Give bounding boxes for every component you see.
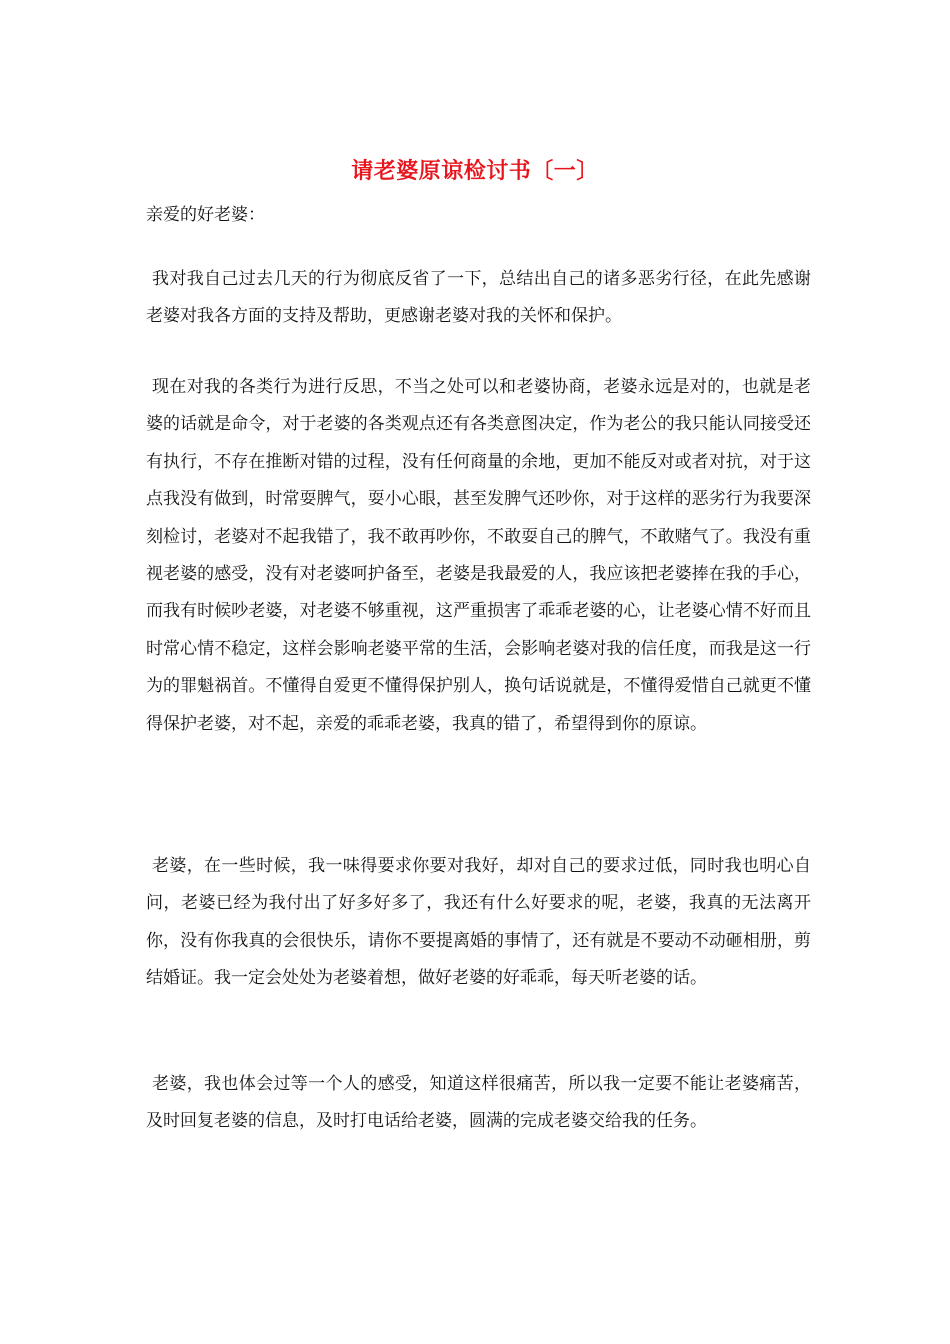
paragraph-3: [146, 848, 811, 998]
paragraph-1-text: 我对我自己过去几天的行为彻底反省了一下，总结出自己的诸多恶劣行径，在此先感谢老婆对我各方面的支持及帮助，更感谢老婆对我的关怀和保护。: [146, 269, 811, 327]
greeting-line: 亲爱的好老婆：: [146, 205, 265, 225]
paragraph-4: [146, 1066, 811, 1141]
paragraph-2: [146, 369, 811, 743]
paragraph-4-text: 老婆，我也体会过等一个人的感受，知道这样很痛苦，所以我一定要不能让老婆痛苦，及时回复老婆的信息，及时打电话给老婆，圆满的完成老婆交给我的任务。: [146, 1074, 811, 1132]
paragraph-3-text: 老婆，在一些时候，我一味得要求你要对我好，却对自己的要求过低，同时我也明心自问，老婆已经为我付出了好多好多了，我还有什么好要求的呢，老婆，我真的无法离开你，没有你我真的会很快乐，请你不要提离婚的事情了，还有就是不要动不动砸相册，剪结婚证。我一定会处处为老婆着想，做好老婆的好乖乖，每天听老婆的话。: [146, 856, 811, 989]
paragraph-1: [146, 261, 811, 336]
document-title: 请老婆原谅检讨书〔一〕: [351, 158, 599, 184]
paragraph-2-text: 现在对我的各类行为进行反思，不当之处可以和老婆协商，老婆永远是对的，也就是老婆的话就是命令，对于老婆的各类观点还有各类意图决定，作为老公的我只能认同接受还有执行，不存在推断对错的过程，没有任何商量的余地，更加不能反对或者对抗，对于这点我没有做到，时常耍脾气，耍小心眼，甚至发脾气还吵你，对于这样的恶劣行为我要深刻检讨，老婆对不起我错了，我不敢再吵你，不敢耍自己的脾气，不敢赌气了。我没有重视老婆的感受，没有对老婆呵护备至，老婆是我最爱的人，我应该把老婆捧在我的手心，而我有时候吵老婆，对老婆不够重视，这严重损害了乖乖老婆的心，让老婆心情不好而且时常心情不稳定，这样会影响老婆平常的生活，会影响老婆对我的信任度，而我是这一行为的罪魁祸首。不懂得自爱更不懂得保护别人，换句话说就是，不懂得爱惜自己就更不懂得保护老婆，对不起，亲爱的乖乖老婆，我真的错了，希望得到你的原谅。: [146, 377, 811, 734]
